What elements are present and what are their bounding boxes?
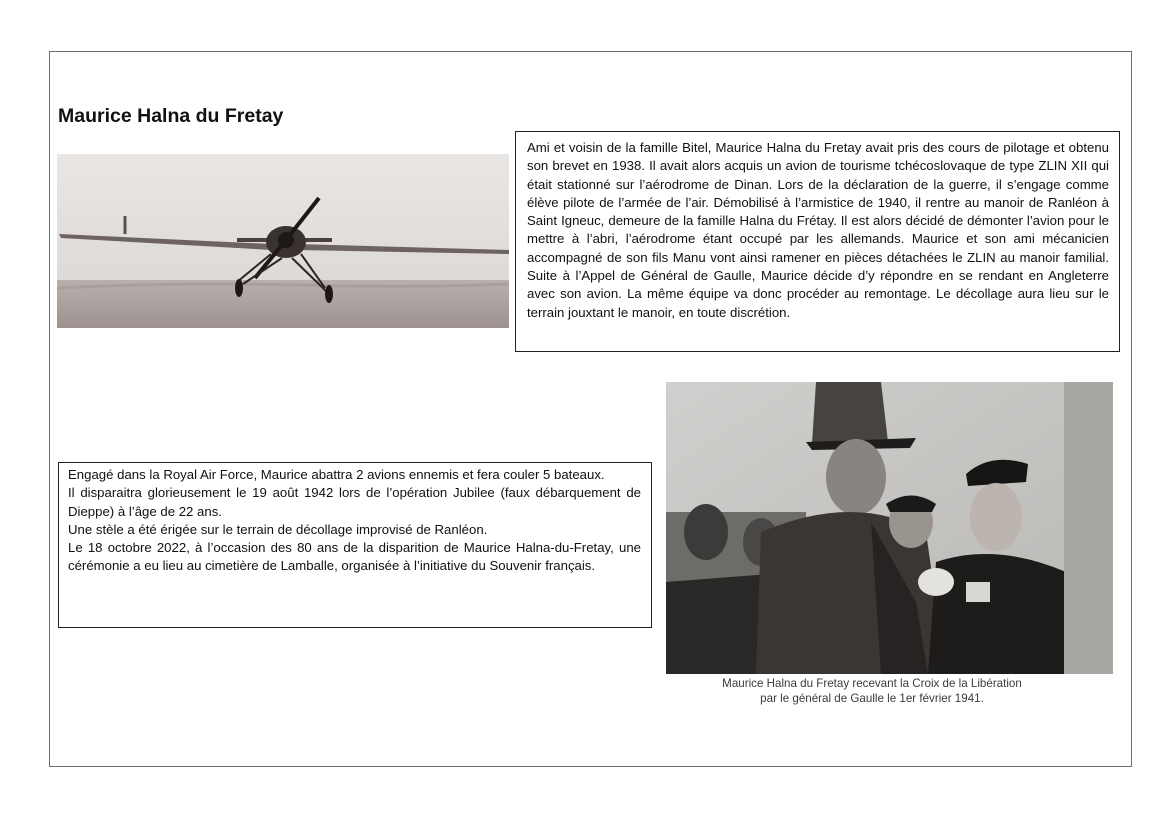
ceremony-photo (666, 382, 1113, 674)
intro-text-box: Ami et voisin de la famille Bitel, Maurice Halna du Fretay avait pris des cours de pilotage et obtenu son brevet en 1938. Il avait alors acquis un avion de tourisme tchécoslovaque de type ZLIN XII qui était stationné sur l’aérodrome de Dinan. Lors de la déclaration de la guerre, il s’engage comme élève pilote de l’armée de l’air. Démobilisé à l’armistice de 1940, il rentre au manoir de Ranléon à Saint Igneuc, demeure de la famille Halna du Frétay. Il est alors décidé de démonter l’avion pour le mettre à l’abri, l’aérodrome étant occupé par les allemands. Maurice et son ami mécanicien accompagné de son fils Manu vont ainsi ramener en pièces détachées le ZLIN au manoir familial. Suite à l’Appel de Général de Gaulle, Maurice décide d’y répondre en se rendant en Angleterre avec son avion. La même équipe va donc procéder au remontage. Le décollage aura lieu sur le terrain jouxtant le manoir, en toute discrétion. (515, 131, 1120, 352)
raf-text-box (58, 462, 652, 628)
raf-paragraph: Il disparaitra glorieusement le 19 août 1942 lors de l’opération Jubilee (faux débarquement de Dieppe) à l’âge de 22 ans. (68, 485, 641, 519)
raf-paragraph: Le 18 octobre 2022, à l’occasion des 80 ans de la disparition de Maurice Halna-du-Fretay, une cérémonie a eu lieu au cimetière de Lamballe, organisée à l’initiative du Souvenir français. (68, 540, 641, 574)
raf-paragraph: Engagé dans la Royal Air Force, Maurice abattra 2 avions ennemis et fera couler 5 bateaux. (68, 467, 605, 482)
page-title: Maurice Halna du Fretay (58, 105, 284, 127)
photo-caption (666, 676, 1078, 706)
airplane-photo (57, 154, 509, 328)
caption-line-2: par le général de Gaulle le 1er février 1941. (760, 692, 984, 705)
caption-line-1: Maurice Halna du Fretay recevant la Croix de la Libération (722, 677, 1022, 690)
raf-paragraph: Une stèle a été érigée sur le terrain de décollage improvisé de Ranléon. (68, 521, 488, 537)
